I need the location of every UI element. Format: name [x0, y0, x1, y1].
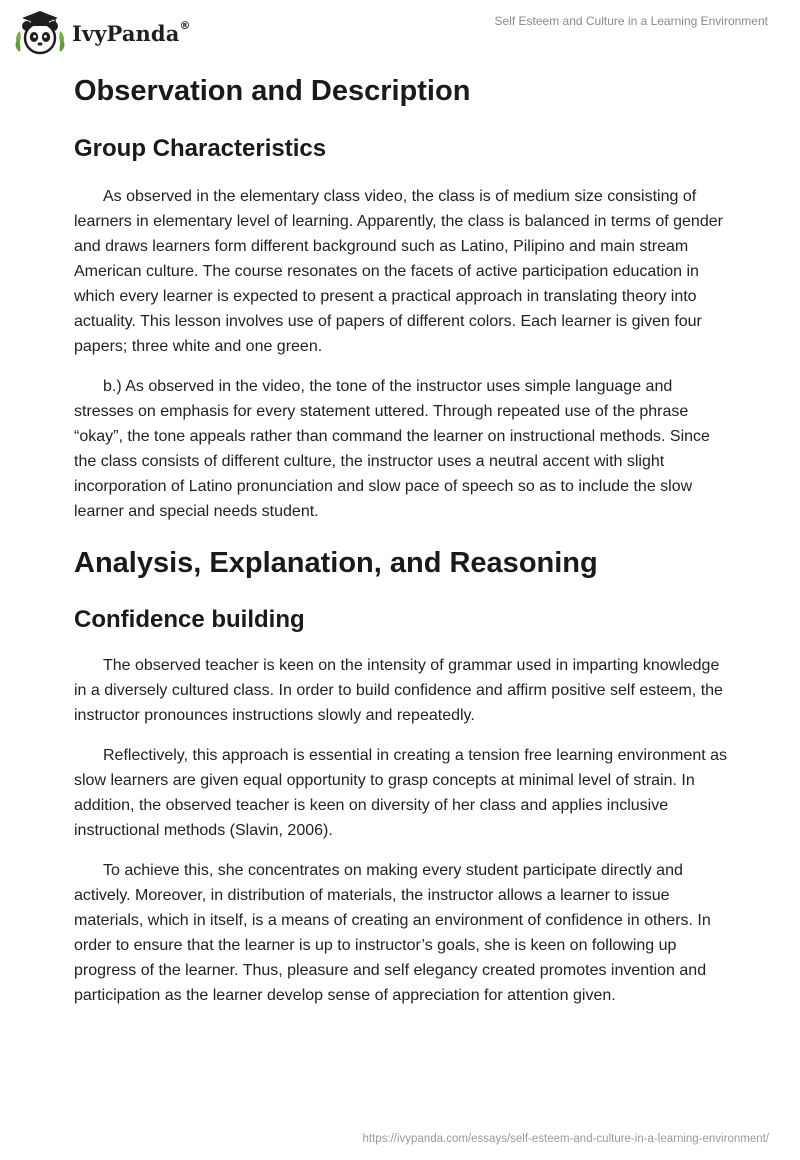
subheading-group-characteristics: Group Characteristics — [74, 135, 327, 162]
brand-logo[interactable] — [14, 9, 191, 57]
document-title: Self Esteem and Culture in a Learning Environment — [494, 14, 768, 28]
paragraph: Reflectively, this approach is essential in creating a tension free learning environment as slow learners are given equal opportunity to grasp concepts at minimal level of strain. In addition, the observed teacher is keen on diversity of her class and applies inclusive instructional methods (Slavin, 2006). — [74, 747, 728, 839]
panda-graduate-icon — [14, 9, 66, 57]
paragraph: As observed in the elementary class video, the class is of medium size consisting of learners in elementary level of learning. Apparently, the class is balanced in terms of gender and draws learners form different background such as Latino, Pilipino and main stream American culture. The course resonates on the facets of active participation education in which every learner is expected to present a practical approach in translating theory into actuality. This lesson involves use of papers of different colors. Each learner is given four papers; three white and one green. — [74, 188, 723, 355]
section-heading-observation: Observation and Description — [74, 75, 471, 107]
source-url[interactable]: https://ivypanda.com/essays/self-esteem-and-culture-in-a-learning-environment/ — [362, 1133, 769, 1145]
paragraph: The observed teacher is keen on the intensity of grammar used in imparting knowledge in a diversely cultured class. In order to build confidence and affirm positive self esteem, the instructor pronounces instructions slowly and repeatedly. — [74, 657, 723, 724]
paragraph: To achieve this, she concentrates on making every student participate directly and actively. Moreover, in distribution of materials, the instructor allows a learner to issue materials, which in itself, is a means of creating an environment of confidence in others. In order to ensure that the learner is up to instructor’s goals, she is keen on following up progress of the learner. Thus, pleasure and self elegancy created promotes invention and participation as the learner develop sense of appreciation for attention given. — [74, 862, 711, 1004]
paragraph: b.) As observed in the video, the tone of the instructor uses simple language and stresses on emphasis for every statement uttered. Through repeated use of the phrase “okay”, the tone appeals rather than command the learner on instructional methods. Since the class consists of different culture, the instructor uses a neutral accent with slight incorporation of Latino pronunciation and slow pace of speech so as to include the slow learner and special needs student. — [74, 378, 710, 520]
page-header — [0, 0, 800, 66]
subheading-confidence-building: Confidence building — [74, 606, 305, 633]
section-heading-analysis: Analysis, Explanation, and Reasoning — [74, 547, 598, 579]
essay-content — [74, 70, 734, 1008]
brand-name: IvyPanda® — [72, 18, 191, 46]
brand-registered-mark: ® — [179, 18, 191, 32]
